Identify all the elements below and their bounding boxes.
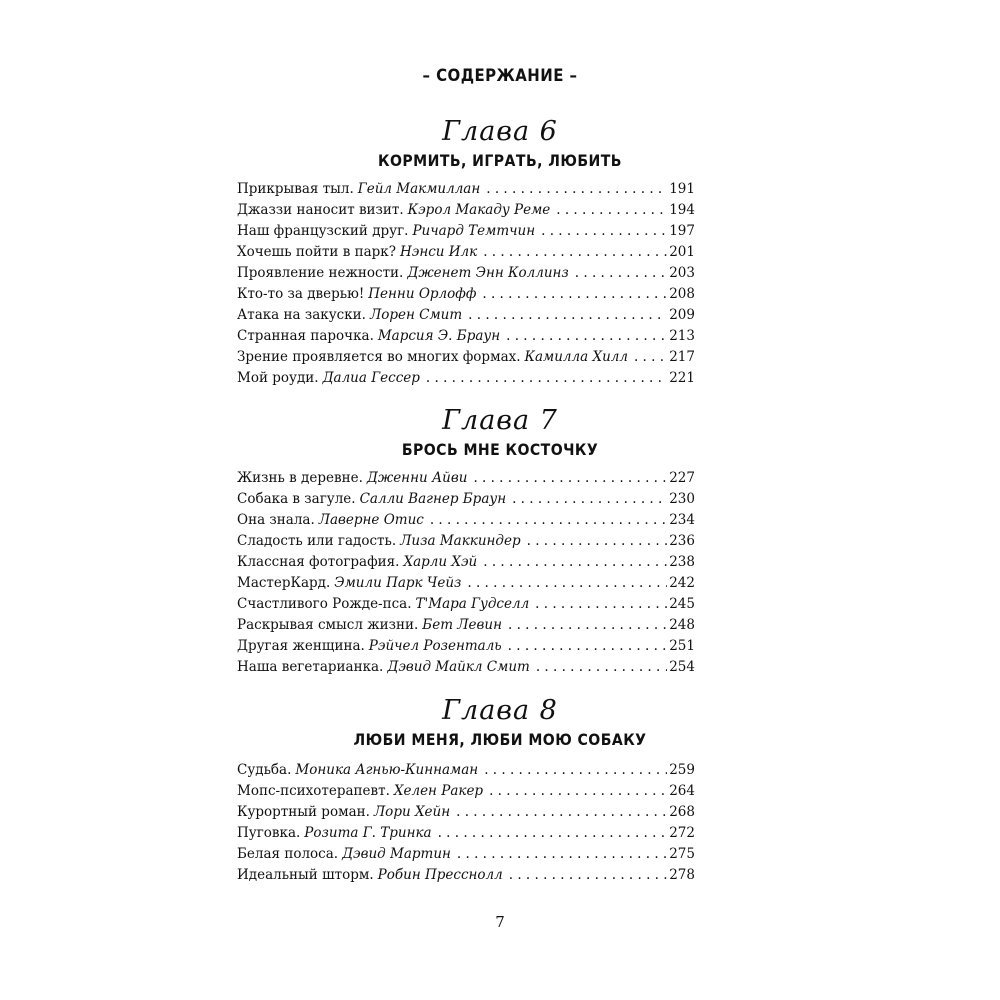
entry-author: Лиза Маккиндер: [400, 533, 521, 549]
chapter-6-heading: [0, 116, 1000, 172]
leader-dots: [541, 223, 667, 239]
entry-page-number: 194: [669, 202, 695, 218]
toc-entry: [237, 244, 695, 265]
entry-title: Курортный роман.: [237, 804, 370, 820]
entry-author: Робин Пресснолл: [377, 867, 503, 883]
toc-entry: [237, 554, 695, 575]
leader-dots: [484, 762, 667, 778]
entry-author: Салли Вагнер Браун: [359, 491, 507, 507]
toc-entry: [237, 638, 695, 659]
toc-entry: [237, 575, 695, 596]
entry-title: Зрение проявляется во многих формах.: [237, 349, 521, 365]
entry-author: Эмили Парк Чейз: [334, 575, 462, 591]
leader-dots: [486, 181, 667, 197]
toc-entry: [237, 470, 695, 491]
leader-dots: [634, 349, 667, 365]
entry-author: Лаверне Отис: [318, 512, 424, 528]
entry-author: Лори Хейн: [373, 804, 451, 820]
toc-entry: [237, 328, 695, 349]
toc-entry: [237, 825, 695, 846]
entry-title: Хочешь пойти в парк?: [237, 244, 396, 260]
chapter-7-heading: [0, 405, 1000, 461]
page-number: 7: [495, 913, 505, 931]
entry-author: Т'Мара Гудселл: [415, 596, 530, 612]
entry-author: Дженни Айви: [366, 470, 468, 486]
entry-page-number: 208: [669, 286, 695, 302]
leader-dots: [575, 265, 667, 281]
entry-title: Собака в загуле.: [237, 491, 356, 507]
toc-entry: [237, 617, 695, 638]
leader-dots: [467, 575, 667, 591]
leader-dots: [456, 804, 667, 820]
leader-dots: [483, 554, 667, 570]
leader-dots: [512, 491, 667, 507]
entry-author: Хелен Ракер: [393, 783, 484, 799]
leader-dots: [527, 533, 668, 549]
entry-title: Жизнь в деревне.: [237, 470, 363, 486]
toc-entry: [237, 202, 695, 223]
toc-entry: [237, 596, 695, 617]
entry-author: Марсия Э. Браун: [377, 328, 501, 344]
chapter-subtitle: ЛЮБИ МЕНЯ, ЛЮБИ МОЮ СОБАКУ: [353, 730, 647, 749]
entry-page-number: 278: [669, 867, 695, 883]
entry-page-number: 201: [669, 244, 695, 260]
chapter-8-heading: [0, 695, 1000, 751]
leader-dots: [509, 867, 667, 883]
entry-author: Моника Агнью-Киннаман: [295, 762, 479, 778]
entry-author: Бет Левин: [422, 617, 502, 633]
toc-entry: [237, 533, 695, 554]
leader-dots: [508, 638, 668, 654]
entry-page-number: 191: [669, 181, 695, 197]
entry-title: Белая полоса.: [237, 846, 339, 862]
toc-entry: [237, 491, 695, 512]
entry-title: Счастливого Рожде-пса.: [237, 596, 412, 612]
entry-page-number: 213: [669, 328, 695, 344]
entry-title: Наш французский друг.: [237, 223, 409, 239]
toc-header: – СОДЕРЖАНИЕ –: [422, 66, 578, 86]
leader-dots: [489, 783, 667, 799]
entry-page-number: 221: [669, 370, 695, 386]
entry-title: Она знала.: [237, 512, 315, 528]
toc-entry: [237, 783, 695, 804]
entry-title: Мой роуди.: [237, 370, 319, 386]
toc-entry: [237, 307, 695, 328]
leader-dots: [482, 286, 667, 302]
entry-title: Раскрывая смысл жизни.: [237, 617, 419, 633]
chapter-8-entries: [237, 762, 695, 888]
chapter-subtitle: КОРМИТЬ, ИГРАТЬ, ЛЮБИТЬ: [378, 151, 622, 170]
chapter-7-entries: [237, 470, 695, 680]
entry-author: Ричард Темтчин: [412, 223, 536, 239]
entry-author: Дэвид Мартин: [342, 846, 451, 862]
entry-page-number: 203: [669, 265, 695, 281]
entry-author: Гейл Макмиллан: [357, 181, 481, 197]
entry-page-number: 268: [669, 804, 695, 820]
leader-dots: [426, 370, 667, 386]
entry-page-number: 242: [669, 575, 695, 591]
entry-author: Кэрол Макаду Реме: [407, 202, 551, 218]
entry-page-number: 236: [669, 533, 695, 549]
entry-title: Странная парочка.: [237, 328, 374, 344]
entry-page-number: 197: [669, 223, 695, 239]
entry-title: МастерКард.: [237, 575, 331, 591]
entry-title: Пуговка.: [237, 825, 301, 841]
entry-title: Джаззи наносит визит.: [237, 202, 404, 218]
entry-title: Идеальный шторм.: [237, 867, 374, 883]
entry-page-number: 272: [669, 825, 695, 841]
entry-title: Прикрывая тыл.: [237, 181, 354, 197]
chapter-title: Глава 8: [442, 695, 558, 726]
entry-title: Судьба.: [237, 762, 292, 778]
toc-entry: [237, 512, 695, 533]
entry-author: Нэнси Илк: [399, 244, 478, 260]
leader-dots: [535, 596, 667, 612]
entry-author: Харли Хэй: [403, 554, 478, 570]
leader-dots: [430, 512, 667, 528]
entry-title: Кто-то за дверью!: [237, 286, 365, 302]
leader-dots: [506, 328, 667, 344]
entry-page-number: 259: [669, 762, 695, 778]
leader-dots: [438, 825, 668, 841]
toc-entry: [237, 659, 695, 680]
entry-page-number: 227: [669, 470, 695, 486]
entry-author: Пенни Орлофф: [368, 286, 477, 302]
entry-title: Атака на закуски.: [237, 307, 366, 323]
toc-entry: [237, 349, 695, 370]
leader-dots: [508, 617, 667, 633]
entry-title: Наша вегетарианка.: [237, 659, 384, 675]
leader-dots: [556, 202, 667, 218]
toc-entry: [237, 804, 695, 825]
entry-author: Лорен Смит: [369, 307, 463, 323]
entry-title: Проявление нежности.: [237, 265, 404, 281]
entry-author: Далиа Гессер: [322, 370, 420, 386]
entry-page-number: 230: [669, 491, 695, 507]
toc-entry: [237, 286, 695, 307]
entry-author: Рэйчел Розенталь: [368, 638, 502, 654]
leader-dots: [473, 470, 667, 486]
toc-entry: [237, 762, 695, 783]
entry-page-number: 275: [669, 846, 695, 862]
leader-dots: [468, 307, 667, 323]
toc-entry: [237, 223, 695, 244]
entry-page-number: 251: [669, 638, 695, 654]
toc-entry: [237, 846, 695, 867]
entry-title: Другая женщина.: [237, 638, 365, 654]
entry-author: Розита Г. Тринка: [304, 825, 432, 841]
entry-title: Классная фотография.: [237, 554, 400, 570]
entry-title: Сладость или гадость.: [237, 533, 397, 549]
entry-page-number: 238: [669, 554, 695, 570]
leader-dots: [536, 659, 667, 675]
entry-page-number: 248: [669, 617, 695, 633]
entry-page-number: 234: [669, 512, 695, 528]
toc-entry: [237, 867, 695, 888]
entry-page-number: 209: [669, 307, 695, 323]
chapter-title: Глава 6: [442, 116, 558, 147]
leader-dots: [483, 244, 667, 260]
entry-page-number: 217: [669, 349, 695, 365]
toc-entry: [237, 370, 695, 391]
entry-author: Камилла Хилл: [524, 349, 628, 365]
chapter-subtitle: БРОСЬ МНЕ КОСТОЧКУ: [401, 440, 599, 459]
chapter-6-entries: [237, 181, 695, 391]
toc-entry: [237, 265, 695, 286]
toc-entry: [237, 181, 695, 202]
entry-author: Дженет Энн Коллинз: [407, 265, 569, 281]
entry-page-number: 245: [669, 596, 695, 612]
entry-page-number: 254: [669, 659, 695, 675]
chapter-title: Глава 7: [442, 405, 558, 436]
entry-author: Дэвид Майкл Смит: [387, 659, 530, 675]
entry-page-number: 264: [669, 783, 695, 799]
leader-dots: [457, 846, 667, 862]
entry-title: Мопс-психотерапевт.: [237, 783, 390, 799]
